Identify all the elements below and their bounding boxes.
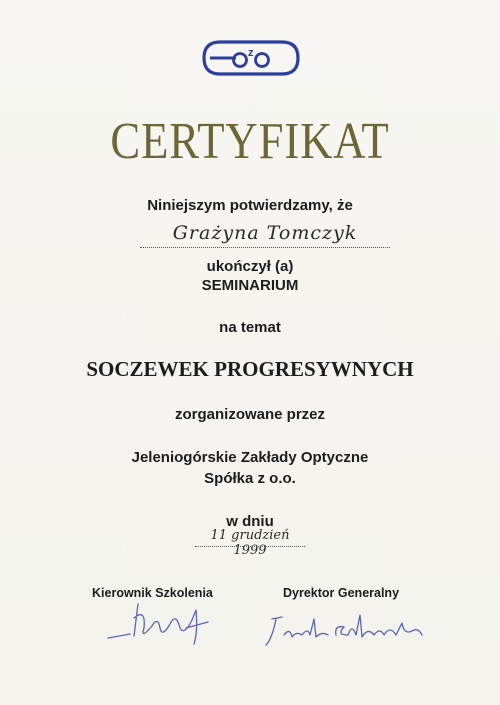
topic-title: SOCZEWEK PROGRESYWNYCH [86,357,414,381]
svg-text:z: z [248,47,254,59]
recipient-dotted-line [140,247,390,248]
topic-intro: na temat [219,319,281,336]
right-signature [262,605,432,655]
organizer-legal-form: Spółka z o.o. [204,470,296,487]
event-type: SEMINARIUM [201,277,299,294]
certificate-title: CERTYFIKAT [110,113,390,170]
organizer-name: Jeleniogórskie Zakłady Optyczne [131,449,369,466]
left-signature [100,598,220,648]
completed-text: ukończył (a) [206,258,294,275]
certificate-date: 11 grudzień 1999 [210,528,290,558]
date-label: w dniu [226,513,274,530]
right-signature-label: Dyrektor Generalny [283,586,400,600]
recipient-name: Grażyna Tomczyk [172,222,358,244]
organized-by-text: zorganizowane przez [174,406,326,423]
company-logo [196,38,306,78]
date-dotted-line [195,546,305,547]
intro-text: Niniejszym potwierdzamy, że [147,197,353,214]
left-signature-label: Kierownik Szkolenia [92,586,213,600]
